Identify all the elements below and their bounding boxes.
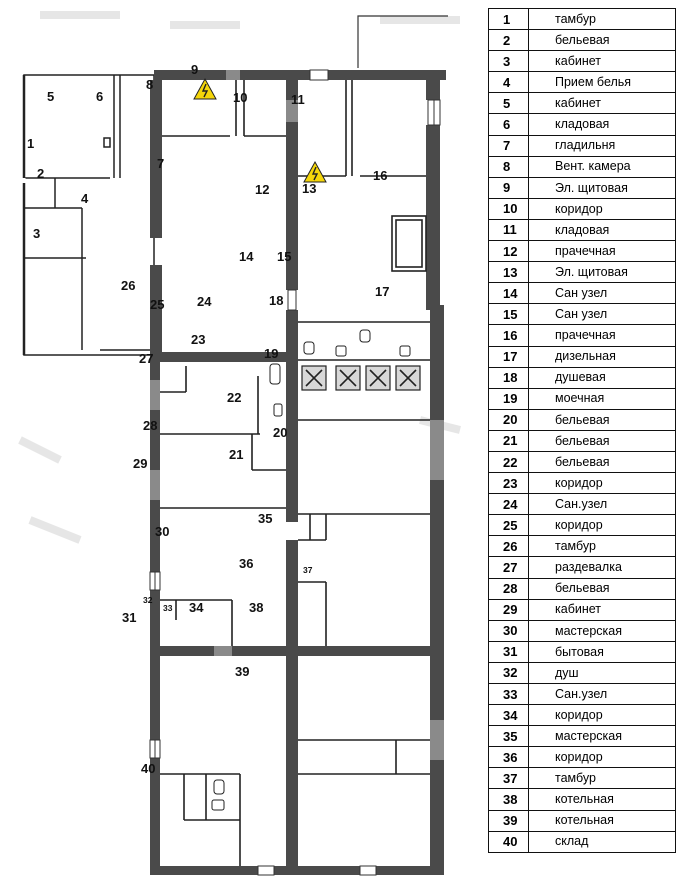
legend-room-name: тамбур (529, 536, 676, 557)
legend-row (489, 9, 676, 30)
room-number-label: 7 (157, 156, 165, 171)
legend-room-name: бельевая (529, 430, 676, 451)
legend-room-number: 37 (489, 768, 529, 789)
legend-row (489, 515, 676, 536)
legend-room-name: бельевая (529, 30, 676, 51)
legend-room-number: 31 (489, 641, 529, 662)
legend-room-name: тамбур (529, 768, 676, 789)
room-number-label: 39 (235, 664, 250, 679)
room-number-label: 18 (269, 293, 284, 308)
legend-room-name: бытовая (529, 641, 676, 662)
room-number-label: 28 (143, 418, 158, 433)
legend-row (489, 304, 676, 325)
legend-row (489, 262, 676, 283)
legend-row (489, 768, 676, 789)
legend-room-name: коридор (529, 515, 676, 536)
legend-row (489, 283, 676, 304)
room-number-label: 35 (258, 511, 273, 526)
legend-room-number: 18 (489, 367, 529, 388)
legend-room-number: 40 (489, 831, 529, 852)
shower-trays (302, 366, 420, 390)
room-number-label: 30 (155, 524, 170, 539)
legend-room-number: 6 (489, 114, 529, 135)
legend-room-number: 35 (489, 726, 529, 747)
legend-room-number: 2 (489, 30, 529, 51)
room-number-label: 6 (96, 89, 104, 104)
room-number-label: 22 (227, 390, 242, 405)
legend-room-name: коридор (529, 473, 676, 494)
legend-row (489, 684, 676, 705)
legend-room-number: 24 (489, 494, 529, 515)
room-number-label: 3 (33, 226, 41, 241)
legend-room-number: 33 (489, 684, 529, 705)
legend-room-number: 36 (489, 747, 529, 768)
room-number-labels (27, 62, 389, 776)
legend-room-number: 27 (489, 557, 529, 578)
legend-room-number: 21 (489, 430, 529, 451)
legend-room-name: склад (529, 831, 676, 852)
legend-row (489, 430, 676, 451)
legend-room-number: 14 (489, 283, 529, 304)
legend-row (489, 409, 676, 430)
room-number-label: 31 (122, 610, 137, 625)
legend-row (489, 578, 676, 599)
legend-room-name: прачечная (529, 241, 676, 262)
legend-row (489, 662, 676, 683)
legend-room-number: 4 (489, 72, 529, 93)
legend-room-number: 16 (489, 325, 529, 346)
legend-room-number: 25 (489, 515, 529, 536)
legend-row (489, 557, 676, 578)
room-number-label: 23 (191, 332, 206, 347)
legend-room-number: 17 (489, 346, 529, 367)
legend-row (489, 346, 676, 367)
legend-room-name: раздевалка (529, 557, 676, 578)
legend-room-number: 39 (489, 810, 529, 831)
legend-room-number: 23 (489, 473, 529, 494)
room-number-label: 1 (27, 136, 35, 151)
legend-room-number: 8 (489, 156, 529, 177)
room-number-label: 13 (302, 181, 317, 196)
room-number-label: 12 (255, 182, 270, 197)
room-number-label: 24 (197, 294, 212, 309)
legend-room-name: прачечная (529, 325, 676, 346)
room-number-label: 17 (375, 284, 390, 299)
legend-room-name: коридор (529, 747, 676, 768)
legend-room-number: 15 (489, 304, 529, 325)
legend-row (489, 177, 676, 198)
room-number-label: 16 (373, 168, 388, 183)
legend-row (489, 641, 676, 662)
legend-row (489, 747, 676, 768)
legend-room-name: мастерская (529, 726, 676, 747)
room-number-label: 36 (239, 556, 254, 571)
legend-room-name: бельевая (529, 409, 676, 430)
legend-row (489, 536, 676, 557)
legend-room-number: 22 (489, 451, 529, 472)
legend-room-name: мастерская (529, 620, 676, 641)
left-annex (24, 75, 154, 355)
legend-room-name: Сан узел (529, 304, 676, 325)
legend-row (489, 473, 676, 494)
room-number-label: 21 (229, 447, 244, 462)
legend-room-name: кабинет (529, 93, 676, 114)
room-number-label: 9 (191, 62, 199, 77)
legend-row (489, 30, 676, 51)
main-walls (150, 70, 446, 875)
legend-room-name: кладовая (529, 219, 676, 240)
legend-room-number: 3 (489, 51, 529, 72)
legend-row (489, 726, 676, 747)
legend-row (489, 620, 676, 641)
legend-room-name: Сан.узел (529, 684, 676, 705)
legend-room-name: гладильня (529, 135, 676, 156)
legend-room-number: 29 (489, 599, 529, 620)
legend-row (489, 72, 676, 93)
room-number-label: 10 (233, 90, 248, 105)
legend-room-number: 32 (489, 662, 529, 683)
legend-row (489, 367, 676, 388)
legend-row (489, 831, 676, 852)
legend-room-number: 5 (489, 93, 529, 114)
legend-room-name: коридор (529, 705, 676, 726)
legend-row (489, 388, 676, 409)
legend-room-name: Эл. щитовая (529, 177, 676, 198)
room-number-label: 15 (277, 249, 292, 264)
room-number-label: 34 (189, 600, 204, 615)
legend-room-number: 7 (489, 135, 529, 156)
legend-row (489, 219, 676, 240)
legend-row (489, 705, 676, 726)
room-number-label: 11 (291, 92, 305, 107)
room-legend-table (488, 8, 676, 853)
legend-room-number: 34 (489, 705, 529, 726)
legend-room-name: Эл. щитовая (529, 262, 676, 283)
electrical-hazard-icon (304, 162, 326, 182)
legend-row (489, 135, 676, 156)
legend-room-name: бельевая (529, 451, 676, 472)
room-number-label: 8 (146, 77, 154, 92)
legend-room-name: бельевая (529, 578, 676, 599)
room-number-label: 25 (150, 297, 165, 312)
legend-room-number: 20 (489, 409, 529, 430)
legend-room-name: котельная (529, 810, 676, 831)
legend-room-name: тамбур (529, 9, 676, 30)
legend-room-name: коридор (529, 198, 676, 219)
legend-room-name: моечная (529, 388, 676, 409)
legend-row (489, 789, 676, 810)
room-number-label: 29 (133, 456, 148, 471)
legend-row (489, 198, 676, 219)
legend-room-number: 11 (489, 219, 529, 240)
legend-room-number: 19 (489, 388, 529, 409)
legend-room-number: 12 (489, 241, 529, 262)
legend-row (489, 599, 676, 620)
room-number-label: 19 (264, 346, 279, 361)
legend-row (489, 451, 676, 472)
legend-room-number: 30 (489, 620, 529, 641)
legend-room-name: кладовая (529, 114, 676, 135)
room-number-label: 5 (47, 89, 55, 104)
room-number-label: 32 (143, 595, 153, 605)
legend-room-number: 9 (489, 177, 529, 198)
legend-room-name: Вент. камера (529, 156, 676, 177)
room-number-label: 33 (163, 603, 173, 613)
room-number-label: 40 (141, 761, 156, 776)
room-number-label: 27 (139, 351, 154, 366)
room-number-label: 14 (239, 249, 254, 264)
legend-room-number: 28 (489, 578, 529, 599)
room-number-label: 37 (303, 565, 313, 575)
legend-row (489, 241, 676, 262)
legend-row (489, 93, 676, 114)
legend-row (489, 51, 676, 72)
legend-room-name: кабинет (529, 599, 676, 620)
legend-room-name: Сан.узел (529, 494, 676, 515)
legend-row (489, 114, 676, 135)
legend-row (489, 156, 676, 177)
legend-row (489, 494, 676, 515)
legend-row (489, 810, 676, 831)
room-number-label: 2 (37, 166, 45, 181)
legend-room-number: 26 (489, 536, 529, 557)
legend-room-number: 10 (489, 198, 529, 219)
room-number-label: 26 (121, 278, 136, 293)
legend-room-number: 13 (489, 262, 529, 283)
legend-room-name: кабинет (529, 51, 676, 72)
legend-room-name: дизельная (529, 346, 676, 367)
electrical-hazard-icon (194, 79, 216, 99)
legend-room-number: 1 (489, 9, 529, 30)
room-number-label: 4 (81, 191, 89, 206)
legend-room-name: котельная (529, 789, 676, 810)
room-number-label: 38 (249, 600, 264, 615)
legend-room-name: душ (529, 662, 676, 683)
legend-room-name: Прием белья (529, 72, 676, 93)
legend-room-name: Сан узел (529, 283, 676, 304)
legend-room-name: душевая (529, 367, 676, 388)
legend-room-number: 38 (489, 789, 529, 810)
room-number-label: 20 (273, 425, 288, 440)
legend-row (489, 325, 676, 346)
